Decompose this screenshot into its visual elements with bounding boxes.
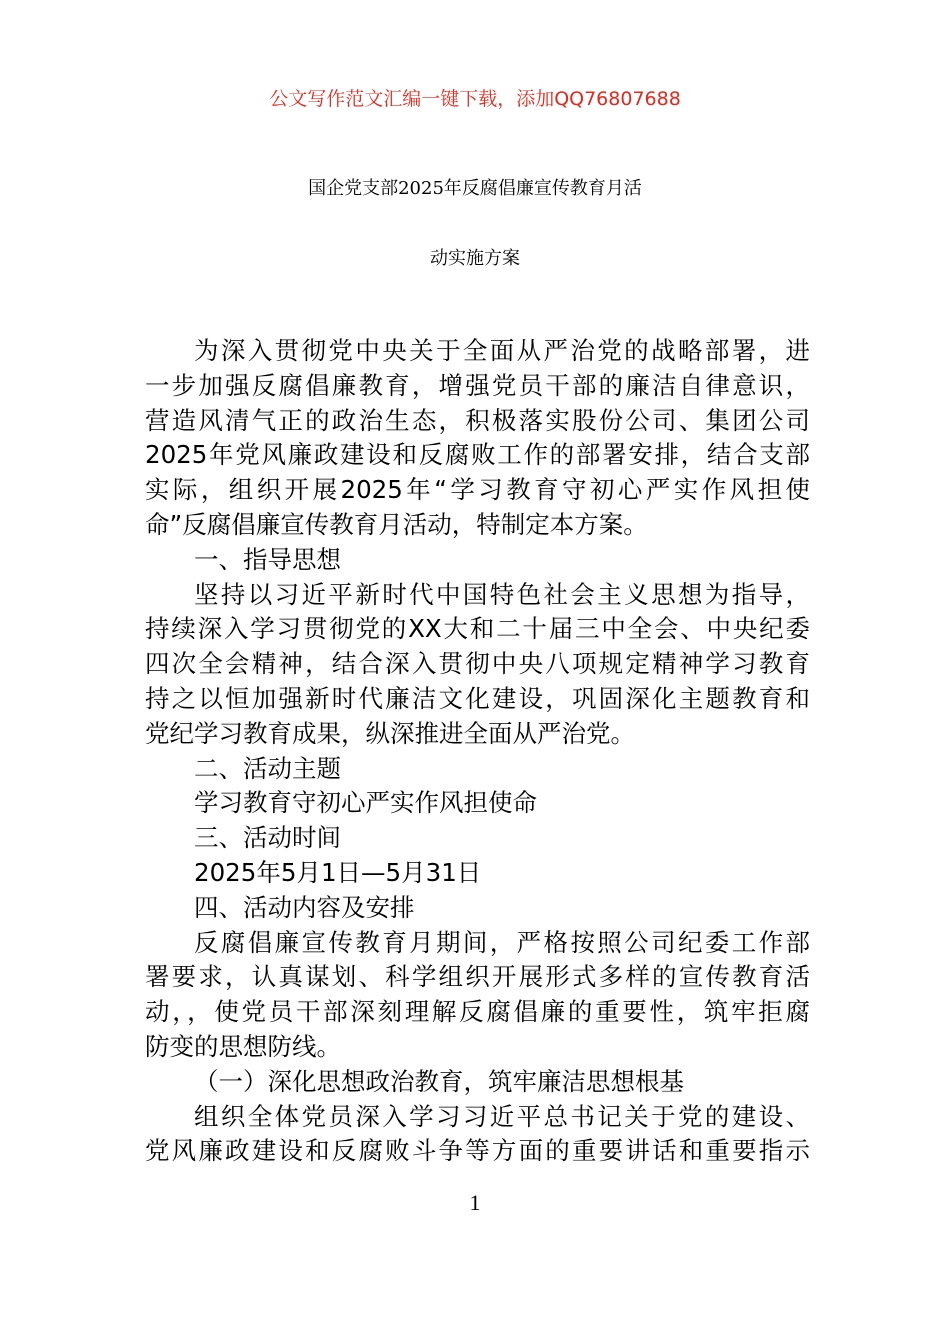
- paragraph-line: 持续深入学习贯彻党的XX大和二十届三中全会、中央纪委: [145, 614, 810, 644]
- document-title-line-2: 动实施方案: [430, 248, 520, 269]
- paragraph-line: 党纪学习教育成果，纵深推进全面从严治党。: [145, 718, 635, 748]
- download-notice: 公文写作范文汇编一键下载，添加QQ76807688: [269, 88, 681, 110]
- paragraph-line: 防变的思想防线。: [145, 1031, 341, 1061]
- subsection-heading-1: （一）深化思想政治教育，筑牢廉洁思想根基: [194, 1066, 684, 1096]
- paragraph-line: 实际，组织开展2025年“学习教育守初心严实作风担使: [145, 475, 810, 505]
- section-heading-activity-time: 三、活动时间: [194, 823, 341, 853]
- document-title-line-1: 国企党支部2025年反腐倡廉宣传教育月活: [308, 178, 642, 199]
- paragraph-line: 反腐倡廉宣传教育月期间，严格按照公司纪委工作部: [194, 927, 810, 957]
- page-number: 1: [469, 1190, 481, 1215]
- paragraph-line: 一步加强反腐倡廉教育，增强党员干部的廉洁自律意识，: [145, 370, 810, 400]
- document-body: [145, 334, 810, 1169]
- paragraph-line: 四次全会精神，结合深入贯彻中央八项规定精神学习教育: [145, 649, 810, 679]
- paragraph-line: 署要求，认真谋划、科学组织开展形式多样的宣传教育活: [145, 962, 810, 992]
- paragraph-line: 持之以恒加强新时代廉洁文化建设，巩固深化主题教育和: [145, 683, 810, 713]
- paragraph-line: 命”反腐倡廉宣传教育月活动，特制定本方案。: [145, 509, 648, 539]
- paragraph-line: 2025年党风廉政建设和反腐败工作的部署安排，结合支部: [145, 440, 810, 470]
- paragraph-line: 为深入贯彻党中央关于全面从严治党的战略部署，进: [194, 336, 810, 365]
- paragraph-line: 营造风清气正的政治生态，积极落实股份公司、集团公司: [145, 405, 810, 435]
- activity-time-text: 2025年5月1日—5月31日: [194, 857, 482, 887]
- section-heading-activity-theme: 二、活动主题: [194, 753, 341, 783]
- activity-theme-text: 学习教育守初心严实作风担使命: [194, 788, 537, 818]
- paragraph-line: 组织全体党员深入学习习近平总书记关于党的建设、: [194, 1101, 810, 1131]
- paragraph-line: 坚持以习近平新时代中国特色社会主义思想为指导，: [194, 579, 810, 609]
- paragraph-line: 党风廉政建设和反腐败斗争等方面的重要讲话和重要指示: [145, 1136, 810, 1166]
- section-heading-guiding-thought: 一、指导思想: [194, 544, 341, 574]
- section-heading-activity-content: 四、活动内容及安排: [194, 892, 415, 922]
- paragraph-line: 动，，使党员干部深刻理解反腐倡廉的重要性，筑牢拒腐: [145, 997, 810, 1027]
